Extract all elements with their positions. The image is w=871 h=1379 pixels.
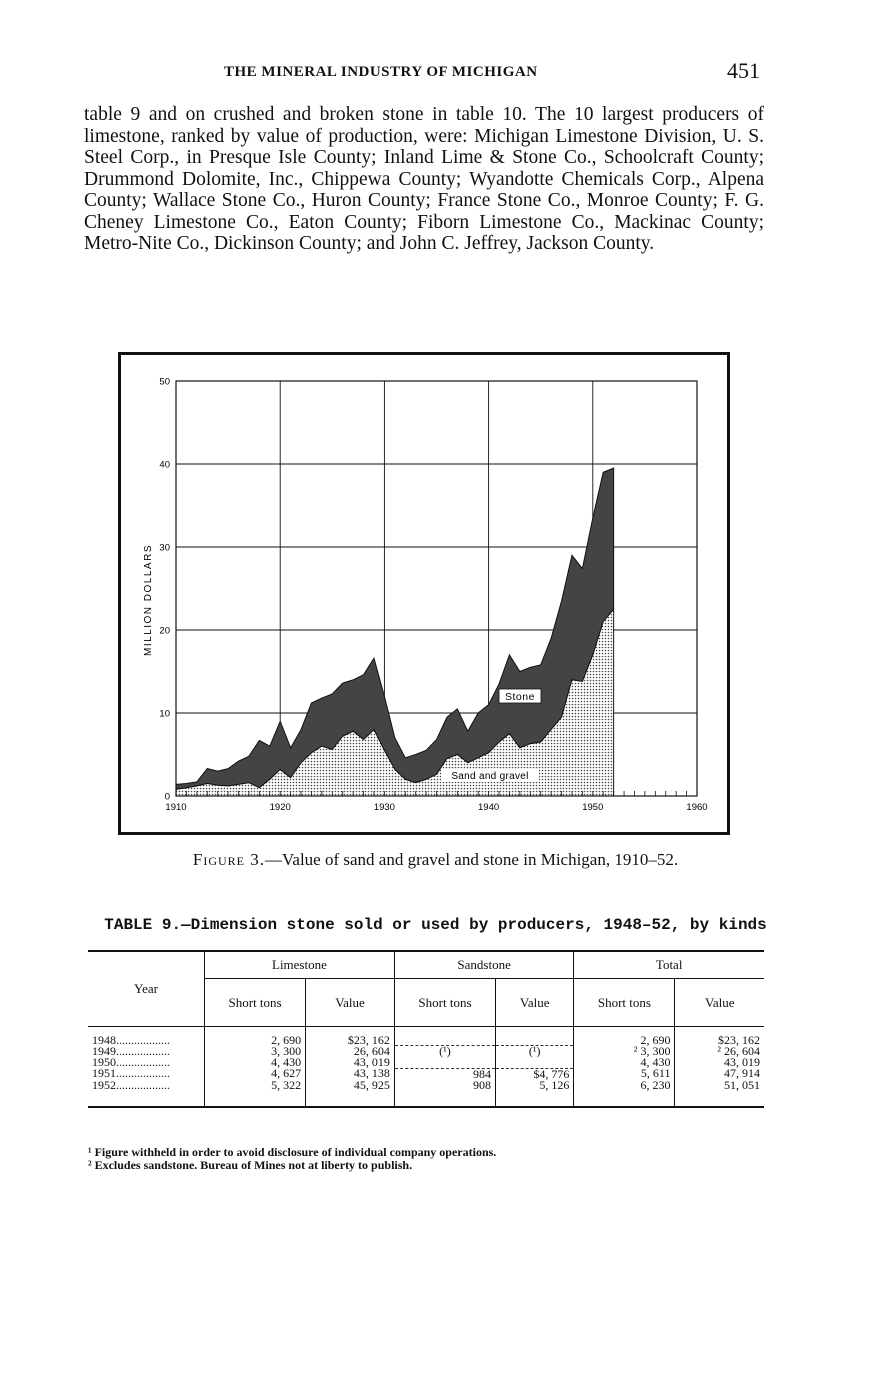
limestone-tons-cell: 2, 690 bbox=[205, 1035, 306, 1046]
sandstone-value-cell: $4, 776 bbox=[496, 1068, 574, 1080]
year-cell: 1950 bbox=[92, 1057, 116, 1068]
sand-gravel-annotation: Sand and gravel bbox=[451, 771, 529, 782]
limestone-value-cell: 43, 019 bbox=[306, 1057, 395, 1068]
year-cell: 1949 bbox=[92, 1045, 116, 1057]
plot-frame bbox=[176, 381, 697, 796]
limestone-tons-header: Short tons bbox=[205, 979, 306, 1027]
figure-label: Figure 3. bbox=[192, 850, 265, 869]
sandstone-tons-cell: (¹) bbox=[394, 1046, 495, 1058]
year-cell: 1948 bbox=[92, 1034, 116, 1046]
y-tick-label: 30 bbox=[159, 542, 170, 554]
total-value-cell: 47, 914 bbox=[675, 1068, 764, 1080]
limestone-value-cell: 45, 925 bbox=[306, 1080, 395, 1091]
sandstone-value-cell: (¹) bbox=[496, 1046, 574, 1058]
table-row: 1949.................. 3, 300 26, 604 (¹) (¹) ² 3, 300 ² 26, 604 bbox=[88, 1046, 764, 1058]
body-paragraph: table 9 and on crushed and broken stone in table 10. The 10 largest producers of limestone, ranked by value of production, were: Michigan Limestone Division, U. S. Steel Corp., in Presque Isle County; Inland Lime & Stone Co., Schoolcraft County; Drummond Dolomite, Inc., Chippewa County; Wyandotte Chemicals Corp., Alpena County; Wallace Stone Co., Huron County; France Stone Co., Monroe County; F. G. Cheney Limestone Co., Eaton County; Fiborn Limestone Co., Mackinac County; Metro-Nite Co., Dickinson County; and John C. Jeffrey, Jackson County. bbox=[84, 104, 764, 254]
table-row: 1952.................. 5, 322 45, 925 908 5, 126 6, 230 51, 051 bbox=[88, 1080, 764, 1091]
x-tick-label: 1920 bbox=[269, 802, 291, 813]
y-axis-label: MILLION DOLLARS bbox=[143, 544, 154, 656]
table-title: TABLE 9.—Dimension stone sold or used by producers, 1948–52, by kinds bbox=[104, 916, 767, 934]
figure-chart bbox=[118, 352, 730, 835]
running-title: THE MINERAL INDUSTRY OF MICHIGAN bbox=[224, 64, 538, 80]
figure-caption-text: —Value of sand and gravel and stone in Michigan, 1910–52. bbox=[265, 850, 679, 869]
total-value-header: Value bbox=[675, 979, 764, 1027]
page-number: 451 bbox=[727, 58, 760, 83]
chart-svg bbox=[121, 355, 727, 832]
total-tons-cell: ² 3, 300 bbox=[574, 1046, 675, 1058]
sandstone-tons-cell: 908 bbox=[394, 1080, 495, 1091]
x-tick-label: 1930 bbox=[373, 802, 395, 813]
total-tons-header: Short tons bbox=[574, 979, 675, 1027]
total-value-cell: $23, 162 bbox=[675, 1035, 764, 1046]
total-tons-cell: 4, 430 bbox=[574, 1057, 675, 1068]
sandstone-header: Sandstone bbox=[394, 951, 573, 979]
total-header: Total bbox=[574, 951, 764, 979]
y-tick-label: 20 bbox=[159, 625, 170, 637]
figure-caption bbox=[0, 850, 871, 870]
y-tick-label: 10 bbox=[159, 708, 170, 720]
limestone-tons-cell: 4, 430 bbox=[205, 1057, 306, 1068]
x-tick-label: 1910 bbox=[165, 802, 187, 813]
year-cell: 1951 bbox=[92, 1068, 116, 1080]
total-value-cell: 43, 019 bbox=[675, 1057, 764, 1068]
dimension-stone-table bbox=[88, 950, 764, 1108]
limestone-tons-cell: 4, 627 bbox=[205, 1068, 306, 1080]
footnote-1: ¹ Figure withheld in order to avoid disclosure of individual company operations. bbox=[88, 1145, 497, 1159]
limestone-value-cell: $23, 162 bbox=[306, 1035, 395, 1046]
limestone-header: Limestone bbox=[205, 951, 395, 979]
limestone-tons-cell: 5, 322 bbox=[205, 1080, 306, 1091]
sandstone-value-cell: 5, 126 bbox=[496, 1080, 574, 1091]
limestone-value-cell: 26, 604 bbox=[306, 1046, 395, 1058]
table-row: 1948.................. 2, 690 $23, 162 2, 690 $23, 162 bbox=[88, 1035, 764, 1046]
total-value-cell: ² 26, 604 bbox=[675, 1046, 764, 1058]
stone-annotation: Stone bbox=[505, 691, 535, 703]
y-tick-label: 0 bbox=[164, 791, 170, 803]
footnote-2: ² Excludes sandstone. Bureau of Mines not at liberty to publish. bbox=[88, 1158, 413, 1172]
year-header: Year bbox=[88, 951, 205, 1027]
page-header bbox=[84, 58, 764, 88]
limestone-value-header: Value bbox=[306, 979, 395, 1027]
total-tons-cell: 6, 230 bbox=[574, 1080, 675, 1091]
total-value-cell: 51, 051 bbox=[675, 1080, 764, 1091]
y-tick-label: 50 bbox=[159, 376, 170, 388]
sandstone-tons-header: Short tons bbox=[394, 979, 495, 1027]
year-cell: 1952 bbox=[92, 1079, 116, 1091]
sandstone-value-header: Value bbox=[496, 979, 574, 1027]
total-tons-cell: 2, 690 bbox=[574, 1035, 675, 1046]
x-tick-label: 1950 bbox=[582, 802, 604, 813]
limestone-value-cell: 43, 138 bbox=[306, 1068, 395, 1080]
limestone-tons-cell: 3, 300 bbox=[205, 1046, 306, 1058]
table-row: 1950.................. 4, 430 43, 019 4, 430 43, 019 bbox=[88, 1057, 764, 1068]
table-row: 1951.................. 4, 627 43, 138 984 $4, 776 5, 611 47, 914 bbox=[88, 1068, 764, 1080]
x-tick-label: 1940 bbox=[478, 802, 500, 813]
table-footnotes bbox=[88, 1146, 764, 1172]
total-tons-cell: 5, 611 bbox=[574, 1068, 675, 1080]
sandstone-tons-cell: 984 bbox=[394, 1068, 495, 1080]
y-tick-label: 40 bbox=[159, 459, 170, 471]
x-tick-label: 1960 bbox=[686, 802, 708, 813]
